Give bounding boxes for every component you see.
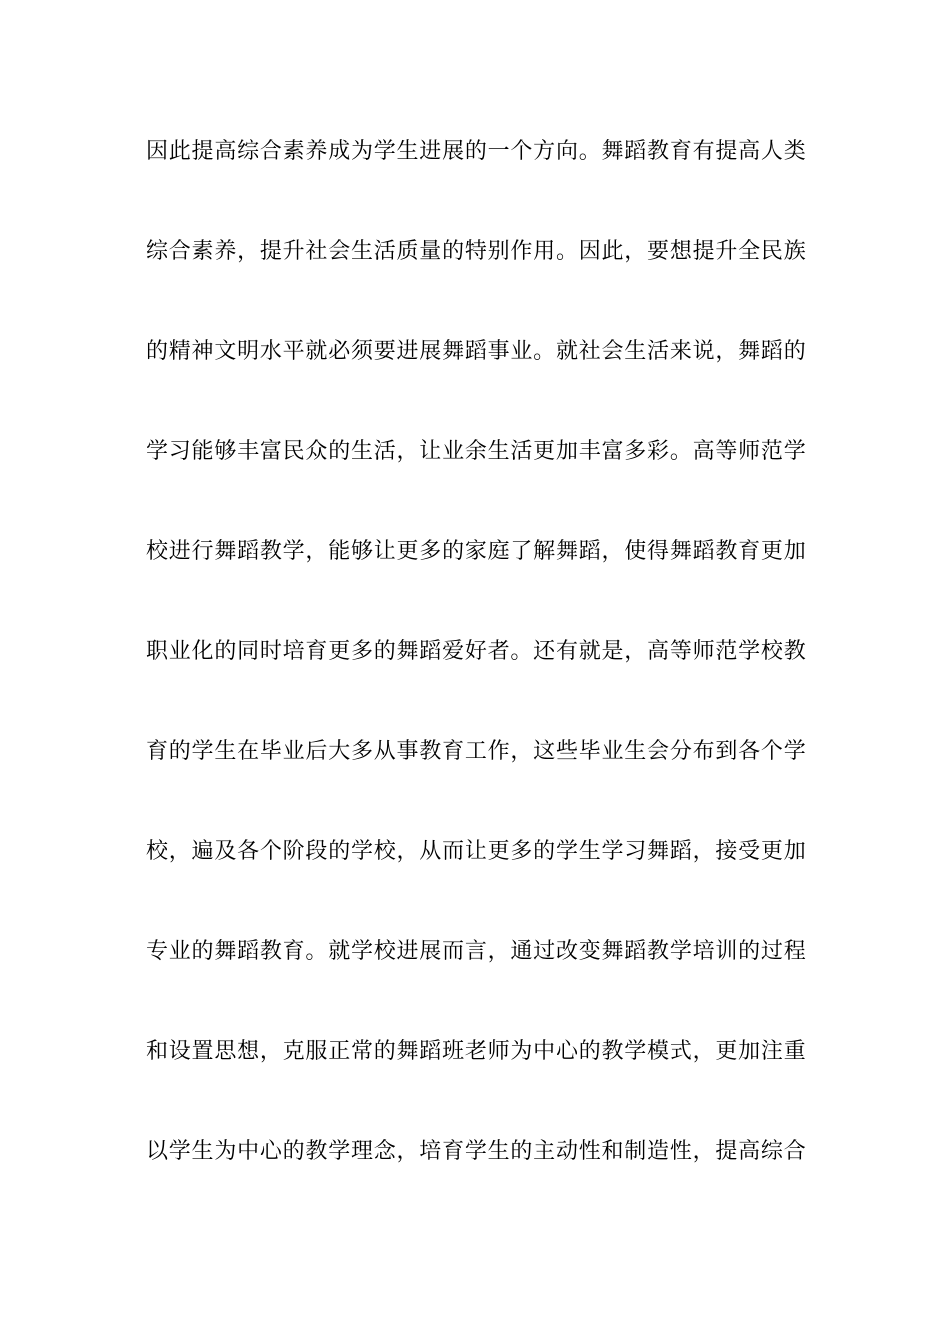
text-line-5: 校进行舞蹈教学，能够让更多的家庭了解舞蹈，使得舞蹈教育更加	[146, 539, 806, 564]
text-line-11: 以学生为中心的教学理念，培育学生的主动性和制造性，提高综合	[146, 1139, 806, 1164]
text-line-8: 校，遍及各个阶段的学校，从而让更多的学生学习舞蹈，接受更加	[146, 839, 806, 864]
text-line-3: 的精神文明水平就必须要进展舞蹈事业。就社会生活来说，舞蹈的	[146, 339, 806, 364]
body-text	[146, 132, 806, 1232]
text-line-2: 综合素养，提升社会生活质量的特别作用。因此，要想提升全民族	[146, 239, 806, 264]
text-line-7: 育的学生在毕业后大多从事教育工作，这些毕业生会分布到各个学	[146, 739, 806, 764]
text-line-6: 职业化的同时培育更多的舞蹈爱好者。还有就是，高等师范学校教	[146, 639, 806, 664]
text-line-4: 学习能够丰富民众的生活，让业余生活更加丰富多彩。高等师范学	[146, 439, 806, 464]
text-line-9: 专业的舞蹈教育。就学校进展而言，通过改变舞蹈教学培训的过程	[146, 939, 806, 964]
text-line-10: 和设置思想，克服正常的舞蹈班老师为中心的教学模式，更加注重	[146, 1039, 806, 1064]
text-line-1: 因此提高综合素养成为学生进展的一个方向。舞蹈教育有提高人类	[146, 139, 806, 164]
